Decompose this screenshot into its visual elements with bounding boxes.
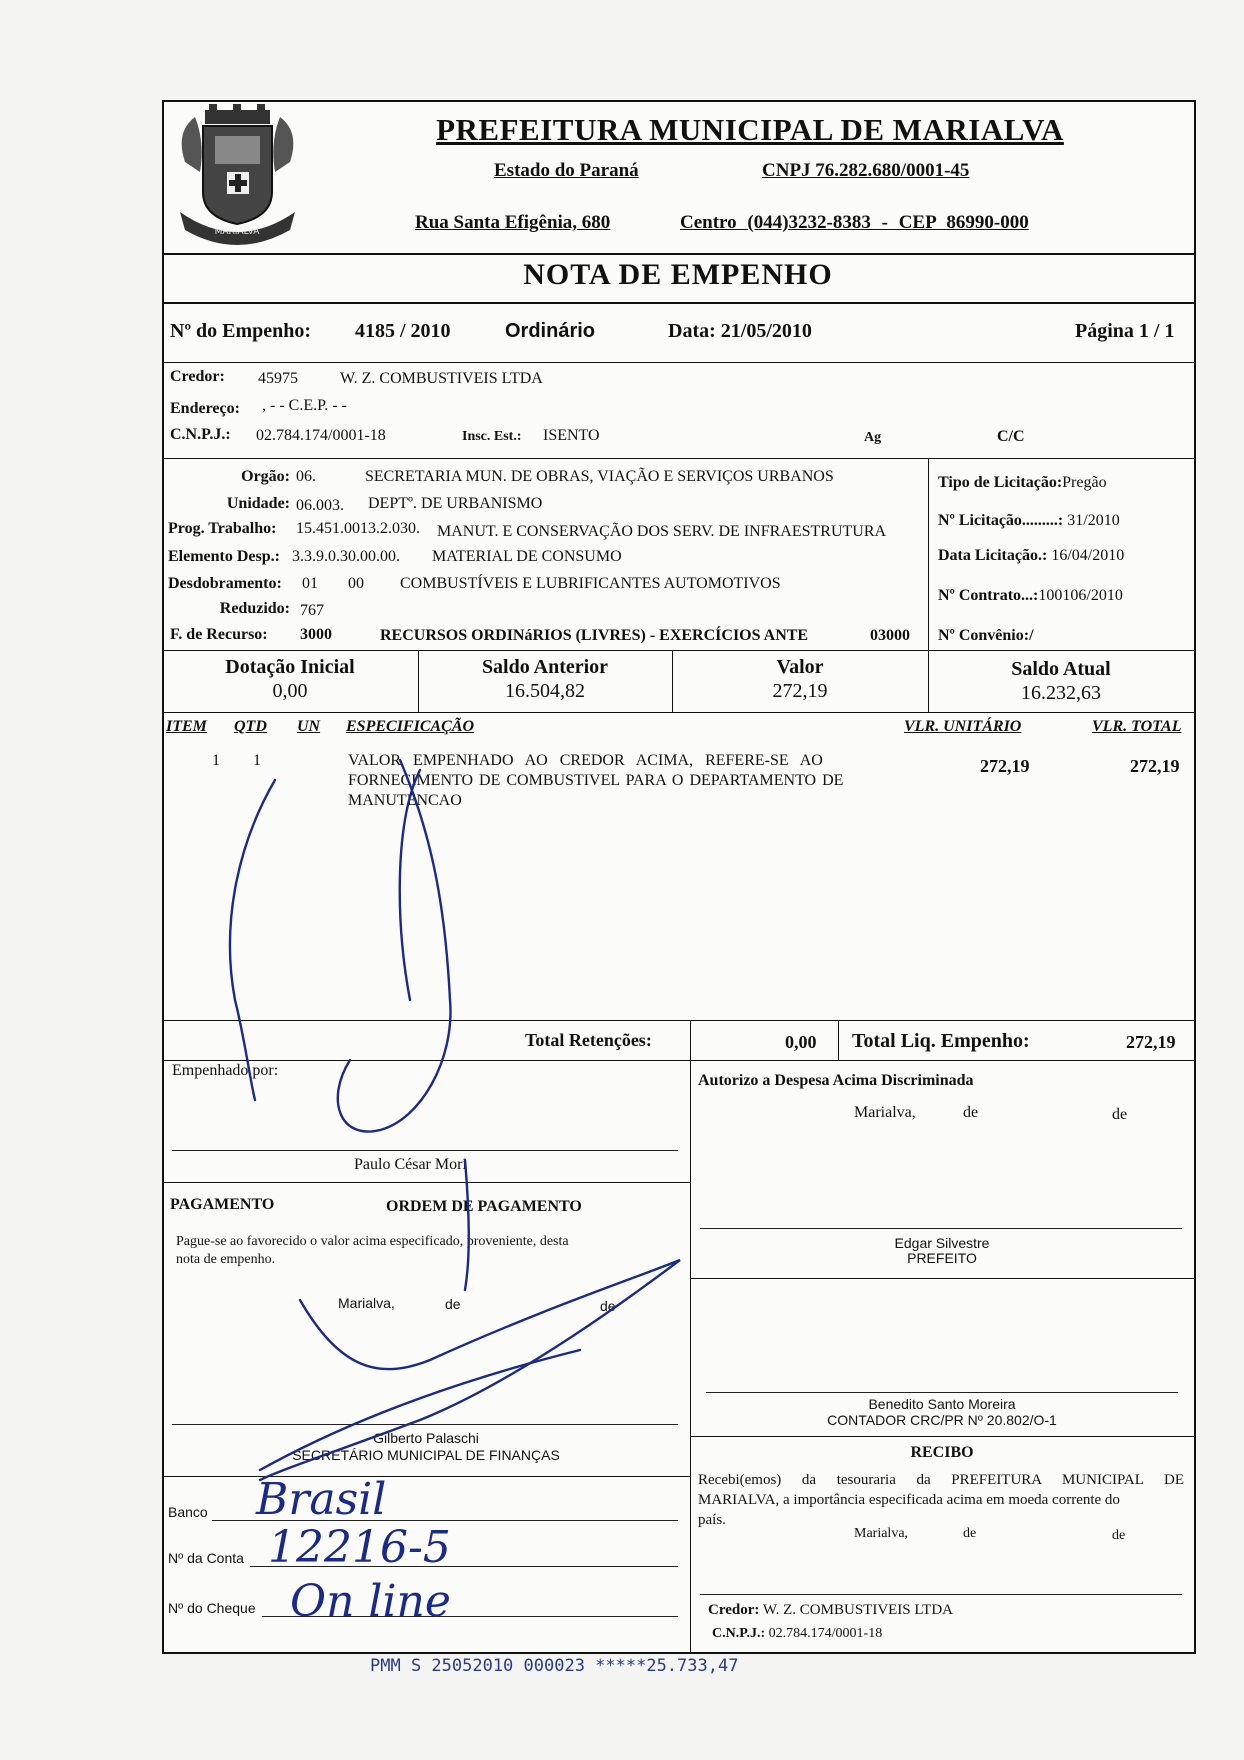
autorizo-label: Autorizo a Despesa Acima Discriminada [698, 1072, 974, 1089]
desdobramento-b: 00 [348, 575, 364, 592]
signature-stroke-6 [260, 1350, 580, 1470]
recibo-label: RECIBO [910, 1444, 974, 1461]
signature-stroke-5 [260, 1260, 680, 1480]
empenho-number: 4185 / 2010 [355, 320, 451, 342]
insc-label: Insc. Est.: [462, 429, 522, 444]
address-label: Rua Santa Efigênia, 680 [415, 212, 611, 233]
pagamento-text-2: nota de empenho. [176, 1252, 276, 1267]
signature-stroke-3 [230, 780, 275, 1100]
cnpj-label: CNPJ 76.282.680/0001-45 [762, 160, 970, 181]
elemento-label: Elemento Desp.: [168, 548, 280, 565]
conta-handwritten: 12216-5 [268, 1522, 451, 1573]
recibo-credor-label: Credor: [708, 1602, 760, 1618]
valor-value: 272,19 [772, 680, 828, 702]
endereco-label: Endereço: [170, 400, 240, 417]
signature-stroke-2 [338, 760, 451, 1132]
prog-label: Prog. Trabalho: [168, 520, 277, 537]
saldo-atual-value: 16.232,63 [1021, 682, 1101, 704]
tipo-licitacao-value: Pregão [1062, 474, 1107, 491]
saldo-anterior-label: Saldo Anterior [481, 656, 609, 678]
autorizo-de2: de [1112, 1106, 1128, 1123]
empenho-label: Nº do Empenho: [170, 320, 312, 342]
cheque-label: Nº do Cheque [168, 1600, 256, 1616]
prefeito-name: Edgar Silvestre [894, 1235, 990, 1251]
contador-role: CONTADOR CRC/PR Nº 20.802/O-1 [827, 1412, 1057, 1428]
desdobramento-a: 01 [302, 575, 318, 592]
prog-code: 15.451.0013.2.030. [296, 520, 420, 537]
saldo-anterior-value: 16.504,82 [505, 680, 585, 702]
pagamento-place: Marialva, [338, 1295, 395, 1311]
credor-name: W. Z. COMBUSTIVEIS LTDA [340, 370, 543, 387]
unidade-code: 06.003. [296, 497, 344, 514]
item-desc-line2: FORNECIMENTO DE COMBUSTIVEL PARA O DEPARTAMENTO DE [348, 772, 844, 789]
insc-value: ISENTO [543, 427, 600, 444]
recibo-cnpj: 02.784.174/0001-18 [768, 1626, 883, 1641]
valor-label: Valor [776, 656, 824, 678]
retencoes-label: Total Retenções: [525, 1030, 652, 1050]
contrato-value: 100106/2010 [1038, 587, 1123, 604]
unidade-label: Unidade: [226, 495, 290, 512]
recibo-text-3: país. [698, 1512, 726, 1528]
recibo-de1: de [963, 1526, 977, 1541]
credor-cnpj-label: C.N.P.J.: [170, 426, 231, 443]
cc-label: C/C [997, 428, 1025, 445]
col-item: ITEM [166, 718, 207, 735]
recibo-credor: W. Z. COMBUSTIVEIS LTDA [762, 1602, 954, 1618]
prefeito-role: PREFEITO [907, 1250, 977, 1266]
tipo-licitacao-label: Tipo de Licitação: [938, 474, 1063, 491]
data-licitacao-label: Data Licitação.: [938, 547, 1048, 564]
endereco-value: , - - C.E.P. - - [262, 397, 347, 414]
state-label: Estado do Paraná [494, 160, 639, 181]
recibo-cnpj-label: C.N.P.J.: [712, 1626, 766, 1641]
reduzido-value: 767 [300, 602, 324, 619]
liquido-value: 272,19 [1126, 1032, 1176, 1052]
orgao-name: SECRETARIA MUN. DE OBRAS, VIAÇÃO E SERVIÇOS URBANOS [365, 468, 834, 485]
elemento-code: 3.3.9.0.30.00.00. [292, 548, 400, 565]
num-licitacao-label: Nº Licitação.........: [938, 512, 1064, 529]
autorizo-place: Marialva, [854, 1104, 916, 1121]
item-number: 1 [212, 752, 220, 769]
pagamento-de2: de [600, 1298, 616, 1314]
banco-label: Banco [168, 1504, 208, 1520]
empenho-date: Data: 21/05/2010 [668, 320, 812, 342]
liquido-label: Total Liq. Empenho: [852, 1030, 1030, 1052]
contrato-label: Nº Contrato...: [938, 587, 1039, 604]
dotacao-label: Dotação Inicial [225, 656, 355, 678]
item-total-value: 272,19 [1130, 756, 1180, 776]
recibo-text-2: MARIALVA, a importância especificada acima em moeda corrente do [698, 1492, 1120, 1508]
contador-name: Benedito Santo Moreira [868, 1396, 1016, 1412]
fonte-code: 3000 [300, 626, 332, 643]
retencoes-value: 0,00 [785, 1032, 817, 1052]
item-desc-line3: MANUTENCAO [348, 792, 462, 809]
orgao-code: 06. [296, 468, 316, 485]
fonte-name: RECURSOS ORDINáRIOS (LIVRES) - EXERCÍCIOS ANTE [380, 627, 809, 644]
credor-label: Credor: [170, 368, 225, 385]
autorizo-de1: de [963, 1104, 979, 1121]
reduzido-label: Reduzido: [219, 600, 290, 617]
cheque-handwritten: On line [290, 1576, 451, 1627]
prefeitura-title: PREFEITURA MUNICIPAL DE MARIALVA [436, 112, 1064, 147]
empenho-type: Ordinário [505, 320, 596, 342]
ag-label: Ag [864, 430, 882, 445]
secretario-name: Gilberto Palaschi [373, 1430, 479, 1446]
signature-stroke-4 [465, 1160, 469, 1290]
page-indicator: Página 1 / 1 [1075, 320, 1175, 342]
conta-label: Nº da Conta [168, 1550, 244, 1566]
recibo-de2: de [1112, 1528, 1126, 1543]
orgao-label: Orgão: [241, 468, 290, 485]
pagamento-text-1: Pague-se ao favorecido o valor acima especificado, proveniente, desta [176, 1234, 569, 1249]
data-licitacao-value: 16/04/2010 [1051, 547, 1125, 564]
convenio-label: Nº Convênio:/ [938, 627, 1034, 644]
col-qtd: QTD [234, 718, 267, 735]
elemento-name: MATERIAL DE CONSUMO [432, 548, 622, 565]
desdobramento-name: COMBUSTÍVEIS E LUBRIFICANTES AUTOMOTIVOS [400, 575, 781, 592]
recibo-text-1: Recebi(emos) da tesouraria da PREFEITURA MUNICIPAL DE [698, 1472, 1184, 1488]
saldo-atual-label: Saldo Atual [1011, 658, 1111, 680]
payment-stamp: PMM S 25052010 000023 *****25.733,47 [370, 1656, 739, 1676]
document-title: NOTA DE EMPENHO [523, 258, 833, 291]
empenhado-label: Empenhado por: [172, 1062, 279, 1079]
dotacao-value: 0,00 [272, 680, 308, 702]
col-especificacao: ESPECIFICAÇÃO [346, 718, 475, 735]
empenhado-signer: Paulo César Mori [354, 1156, 467, 1173]
fonte-number: 03000 [870, 627, 910, 644]
credor-cnpj: 02.784.174/0001-18 [256, 427, 386, 444]
item-desc-line1: VALOR EMPENHADO AO CREDOR ACIMA, REFERE-SE AO [348, 752, 823, 769]
num-licitacao-value: 31/2010 [1067, 512, 1120, 529]
pagamento-label: PAGAMENTO [170, 1196, 275, 1213]
desdobramento-label: Desdobramento: [168, 575, 282, 592]
svg-text:MARIALVA: MARIALVA [214, 227, 260, 237]
col-un: UN [297, 718, 321, 735]
secretario-role: SECRETÁRIO MUNICIPAL DE FINANÇAS [292, 1447, 560, 1463]
item-qtd: 1 [253, 752, 261, 769]
pagamento-de1: de [445, 1296, 461, 1312]
fonte-label: F. de Recurso: [170, 626, 268, 643]
ordem-pagamento-label: ORDEM DE PAGAMENTO [386, 1198, 582, 1215]
credor-code: 45975 [258, 370, 298, 387]
address-contact: Centro (044)3232-8383 - CEP 86990-000 [680, 212, 1029, 233]
item-unit-value: 272,19 [980, 756, 1030, 776]
recibo-place: Marialva, [854, 1526, 909, 1541]
unidade-name: DEPTº. DE URBANISMO [368, 495, 543, 512]
banco-handwritten: Brasil [256, 1474, 387, 1525]
col-vlr-total: VLR. TOTAL [1092, 718, 1182, 735]
prog-name: MANUT. E CONSERVAÇÃO DOS SERV. DE INFRAESTRUTURA [437, 523, 887, 540]
col-vlr-unitario: VLR. UNITÁRIO [904, 718, 1022, 735]
